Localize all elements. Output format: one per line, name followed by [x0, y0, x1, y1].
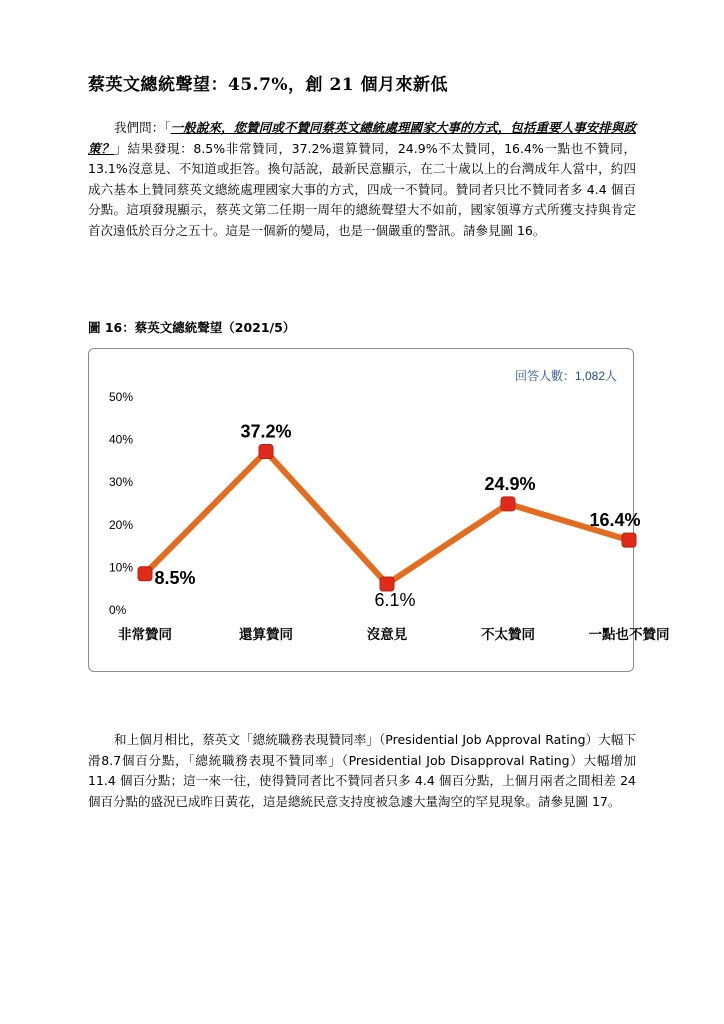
figure-caption: 圖 16：蔡英文總統聲望（2021/5） [88, 320, 296, 335]
survey-question: 一般說來，您贊同或不贊同蔡英文總統處理國家大事的方式，包括重要人事安排與政策？ [88, 120, 636, 156]
y-tick-label: 30% [109, 475, 134, 490]
y-tick-label: 10% [109, 560, 134, 575]
y-tick-label: 50% [109, 390, 134, 404]
data-value-label: 16.4% [589, 510, 641, 531]
data-value-label: 37.2% [240, 421, 292, 442]
paragraph-lead: 我們問： [114, 120, 165, 135]
x-category-label: 非常贊同 [118, 627, 172, 643]
respondent-count: 回答人數：1,082人 [514, 369, 617, 383]
data-point-marker [138, 567, 152, 581]
x-category-label: 沒意見 [366, 627, 408, 643]
chart-frame [88, 348, 670, 672]
data-point-marker [380, 577, 394, 591]
data-point-marker [501, 497, 515, 511]
approval-line-chart [89, 349, 670, 673]
x-category-label: 不太贊同 [481, 627, 535, 643]
x-category-label: 還算贊同 [239, 627, 293, 643]
y-tick-label: 20% [109, 517, 134, 532]
x-category-label: 一點也不贊同 [588, 627, 670, 643]
question-open-quote: 「 [164, 120, 171, 135]
question-close-quote: 」 [114, 140, 128, 156]
data-value-label: 6.1% [374, 590, 416, 611]
section-heading: 蔡英文總統聲望：45.7%，創 21 個月來新低 [88, 75, 449, 95]
data-point-marker [259, 445, 273, 459]
y-tick-label: 40% [109, 432, 134, 447]
paragraph-approval-summary [88, 118, 636, 241]
y-tick-label: 0% [109, 603, 127, 617]
paragraph-body: 結果發現：8.5%非常贊同，37.2%還算贊同，24.9%不太贊同，16.4%一點也不贊同，13.1%沒意見、不知道或拒答。換句話說，最新民意顯示，在二十歲以上的台灣成年人當中，約四成六基本上贊同蔡英文總統處理國家大事的方式，四成一不贊同。贊同者只比不贊同者多 4.4 個百分點。這項發現顯示，蔡英文第二任期一周年的總統聲望大不如前，國家領導方式所獲支持與肯定首次遠低於百分之五十。這是一個新的變局，也是一個嚴重的警訊。請參見圖 16。 [88, 140, 636, 238]
paragraph-monthly-change: 和上個月相比，蔡英文「總統職務表現贊同率」（Presidential Job Approval Rating）大幅下滑8.7個百分點，「總統職務表現不贊同率」（Presidential Job Disapproval Rating）大幅增加 11.4 個百分點；這一來一往，使得贊同者比不贊同者只多 4.4 個百分點，上個月兩者之間相差 24 個百分點的盛況已成昨日黃花，這是總統民意支持度被急遽大量淘空的罕見現象。請參見圖 17。 [88, 732, 636, 809]
data-value-label: 24.9% [484, 473, 536, 494]
data-point-marker [622, 533, 636, 547]
series-line [145, 452, 629, 584]
data-value-label: 8.5% [154, 567, 196, 588]
